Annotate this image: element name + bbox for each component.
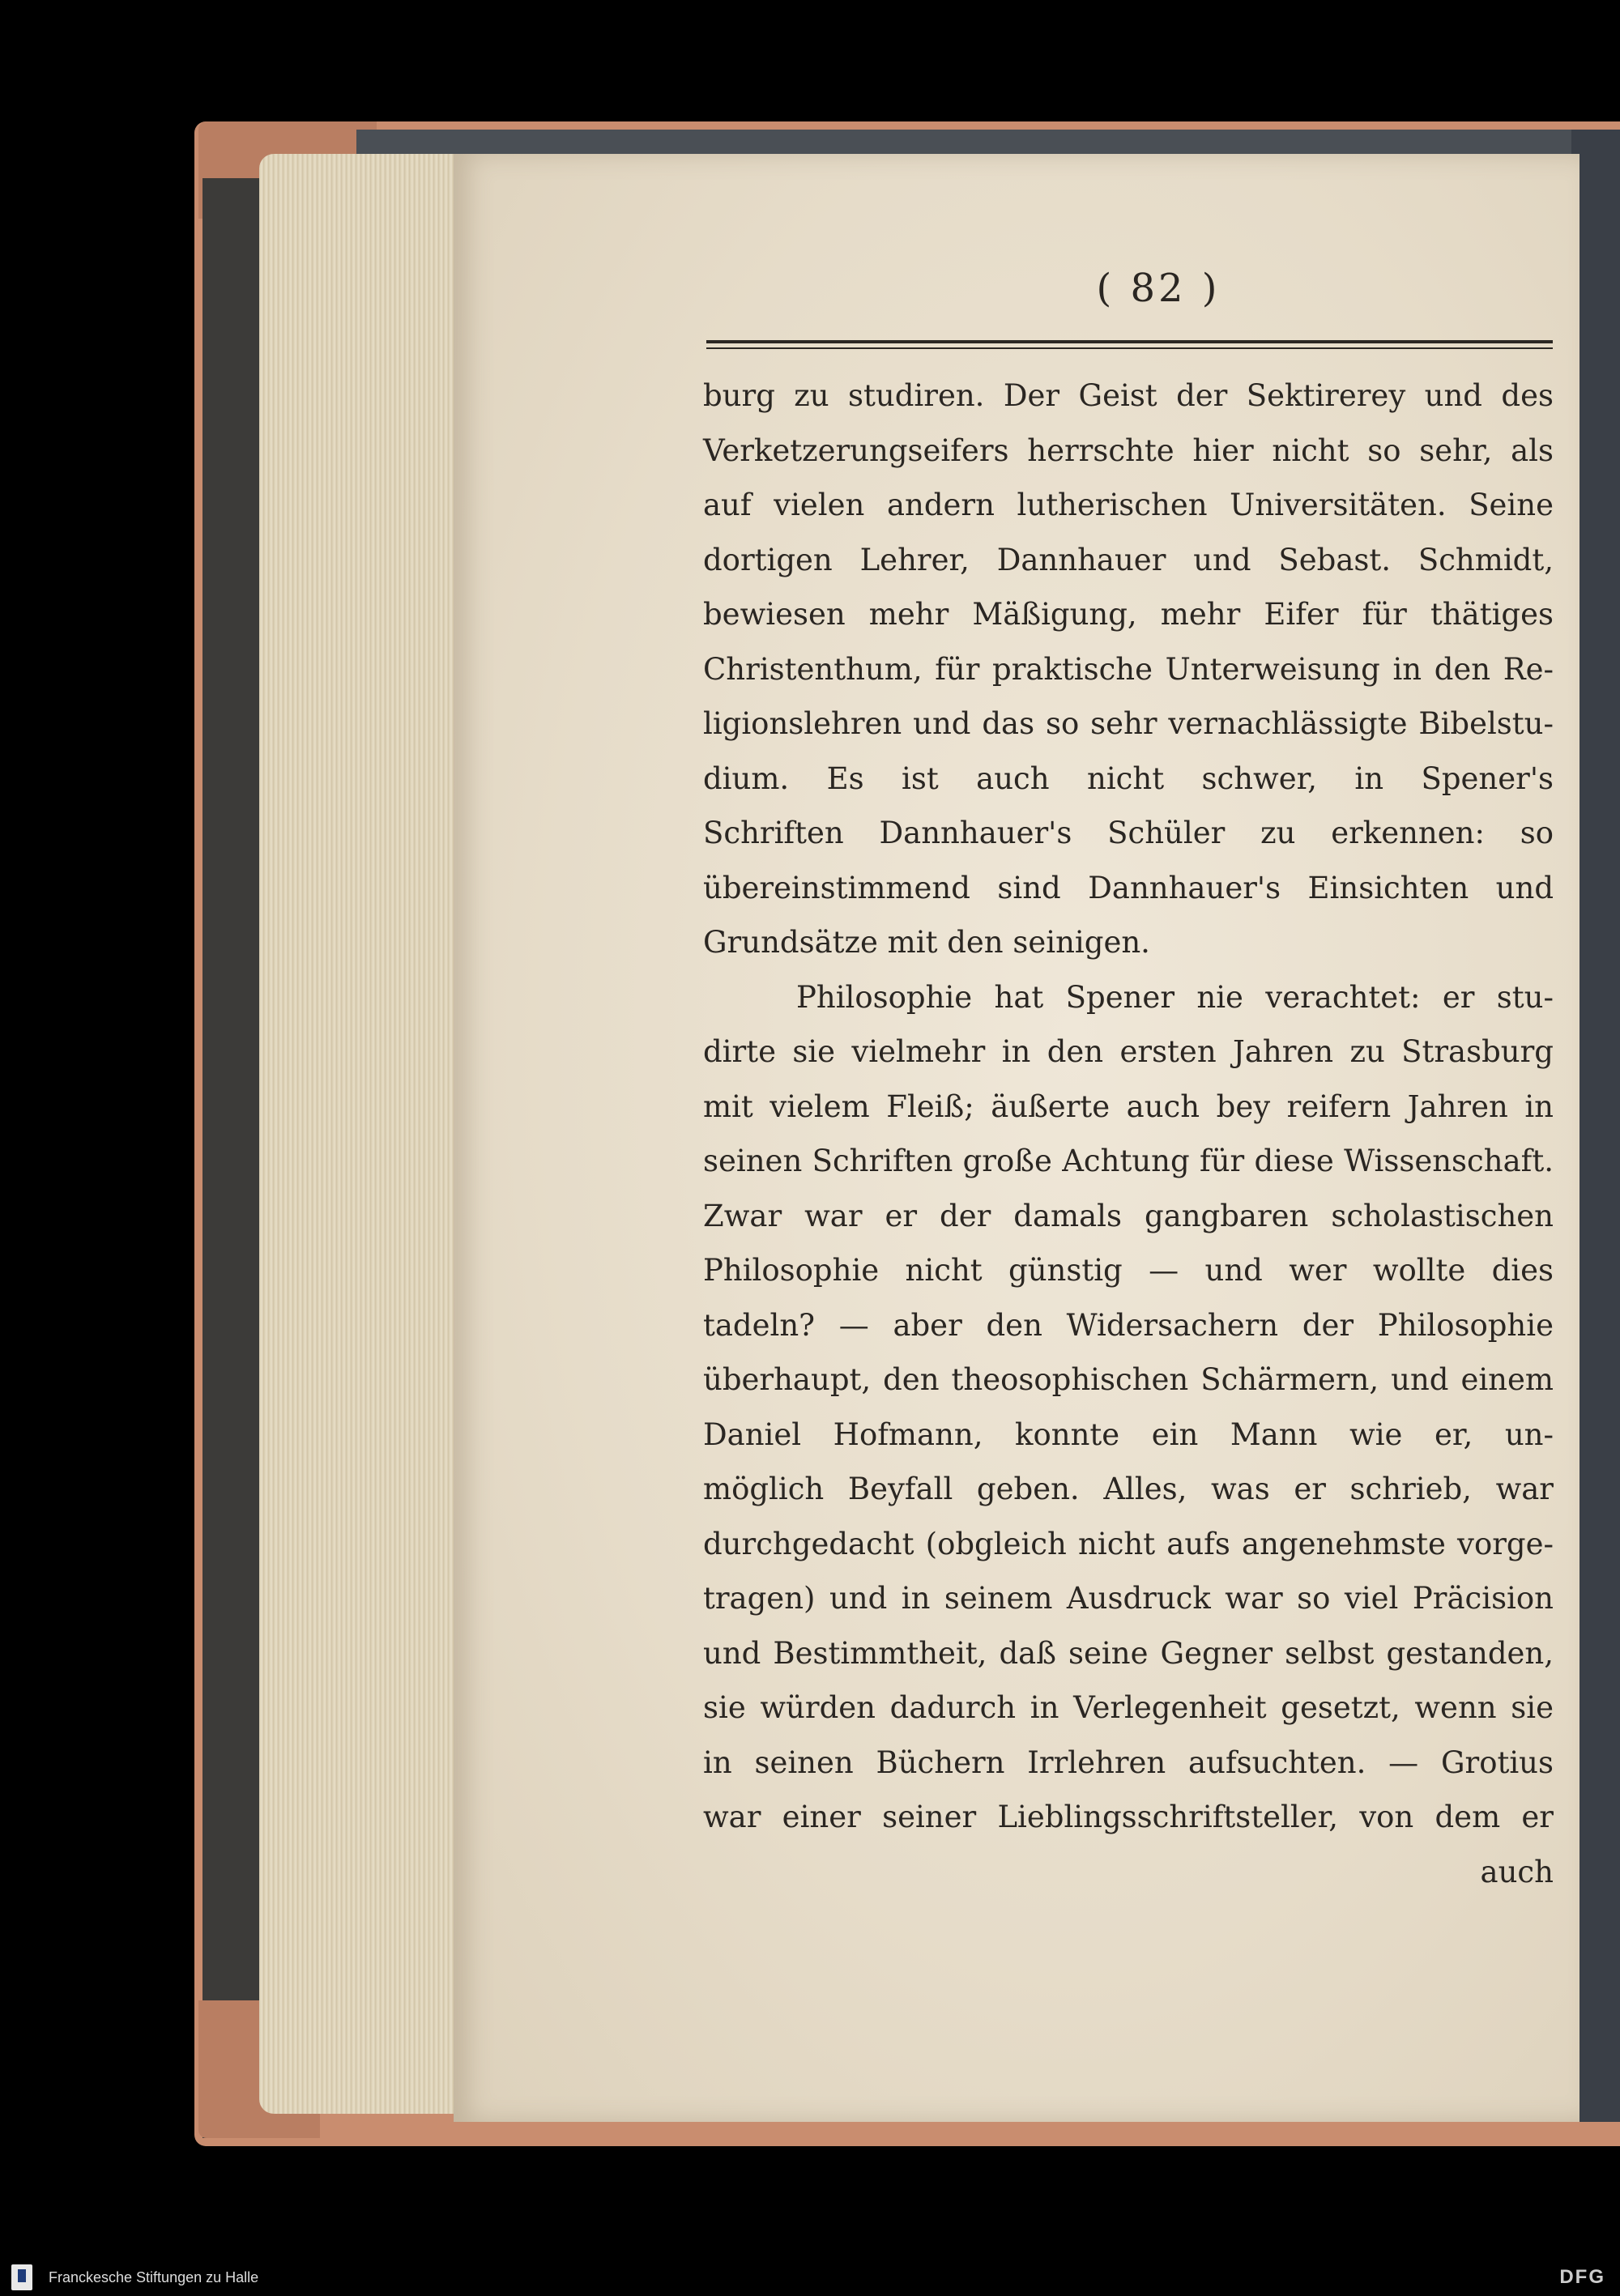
text-line: Christenthum, für praktische Unterweisung in den Re- bbox=[703, 651, 1554, 687]
text-line: dortigen Lehrer, Dannhauer und Sebast. Schmidt, bbox=[703, 542, 1554, 577]
text-line: Schriften Dannhauer's Schüler zu erkennen: so bbox=[703, 816, 1554, 850]
text-line: Philosophie hat Spener nie verachtet: er stu- bbox=[796, 979, 1554, 1015]
viewer-footer bbox=[0, 2260, 1620, 2296]
catchword: auch bbox=[1480, 1854, 1554, 1889]
institution-logo-icon bbox=[11, 2264, 32, 2290]
text-line: mit vielem Fleiß; äußerte auch bey reifern Jahren in bbox=[703, 1088, 1554, 1124]
text-line: Daniel Hofmann, konnte ein Mann wie er, un- bbox=[703, 1416, 1554, 1452]
text-line: bewiesen mehr Mäßigung, mehr Eifer für thätiges bbox=[703, 597, 1554, 632]
text-line: möglich Beyfall geben. Alles, was er schrieb, war bbox=[703, 1472, 1554, 1506]
text-line: übereinstimmend sind Dannhauer's Einsichten und bbox=[703, 870, 1554, 905]
text-line: dirte sie vielmehr in den ersten Jahren zu Strasburg bbox=[703, 1034, 1554, 1069]
text-line: Zwar war er der damals gangbaren scholastischen bbox=[703, 1198, 1554, 1233]
text-line: burg zu studiren. Der Geist der Sektirerey und des bbox=[703, 378, 1554, 413]
text-line: Philosophie nicht günstig — und wer wollte dies bbox=[703, 1253, 1554, 1288]
text-line: auf vielen andern lutherischen Universitäten. Seine bbox=[703, 488, 1554, 522]
text-line: Grundsätze mit den seinigen. bbox=[703, 925, 1150, 960]
text-line: durchgedacht (obgleich nicht aufs angenehmste vorge- bbox=[703, 1526, 1554, 1561]
header-rule bbox=[706, 340, 1553, 349]
text-line: sie würden dadurch in Verlegenheit gesetzt, wenn sie bbox=[703, 1690, 1554, 1725]
text-line: seinen Schriften große Achtung für diese Wissenschaft. bbox=[703, 1144, 1554, 1178]
text-line: tadeln? — aber den Widersachern der Philosophie bbox=[703, 1307, 1554, 1343]
text-line: überhaupt, den theosophischen Schärmern, und einem bbox=[703, 1362, 1554, 1397]
text-line: Verketzerungseifers herrschte hier nicht so sehr, als bbox=[703, 432, 1554, 468]
text-line: ligionslehren und das so sehr vernachlässigte Bibelstu- bbox=[703, 706, 1554, 741]
page-edges bbox=[259, 154, 478, 2114]
text-line: war einer seiner Lieblingsschriftsteller, von dem er bbox=[703, 1800, 1554, 1834]
text-line: tragen) und in seinem Ausdruck war so viel Präcision bbox=[703, 1581, 1554, 1616]
text-line: in seinen Büchern Irrlehren aufsuchten. — Grotius bbox=[703, 1744, 1554, 1780]
dfg-logo: DFG bbox=[1559, 2266, 1605, 2288]
text-line: und Bestimmtheit, daß seine Gegner selbst gestanden, bbox=[703, 1635, 1554, 1671]
text-line: dium. Es ist auch nicht schwer, in Spener's bbox=[703, 760, 1554, 796]
page-number-header: ( 82 ) bbox=[1096, 266, 1221, 311]
page-text bbox=[703, 368, 1554, 1899]
institution-name: Franckesche Stiftungen zu Halle bbox=[49, 2269, 259, 2285]
